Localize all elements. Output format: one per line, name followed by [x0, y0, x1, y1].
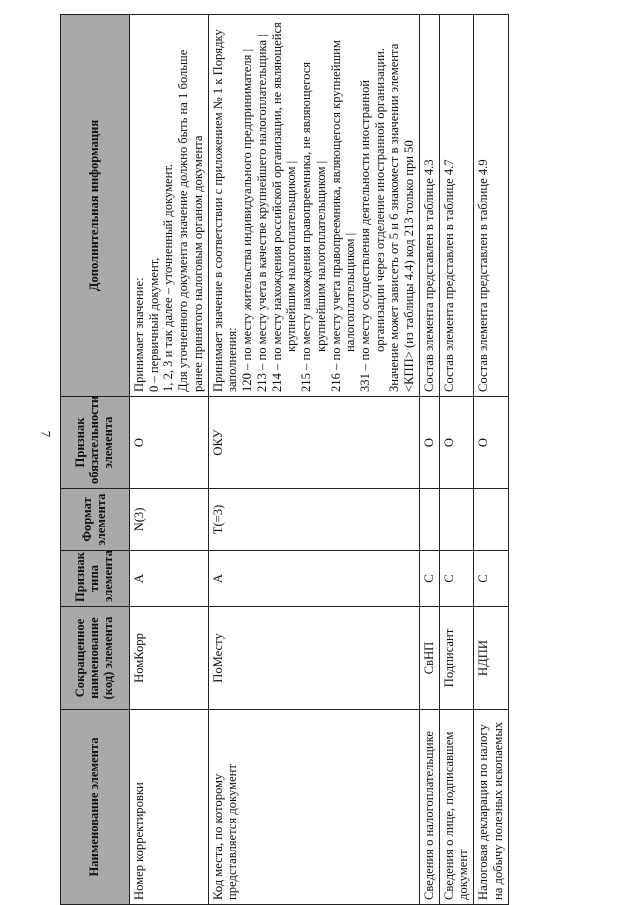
info-line: Для уточненного документа значение должно быть на 1 больше ранее принятого налоговым органом документа: [176, 49, 205, 392]
info-intro: Принимает значение в соответствии с приложением № 1 к Порядку заполнения:: [210, 29, 240, 392]
cell-format: [474, 489, 508, 551]
cell-code: НДПИ: [474, 607, 508, 710]
info-code-line: 215 – по месту нахождения правопреемника, не являющегося крупнейшим налогоплательщиком |: [299, 61, 328, 392]
cell-format: T(=3): [208, 489, 419, 551]
cell-name: Налоговая декларация по налогу на добычу полезных ископаемых: [474, 710, 508, 905]
info-code-line: 331 – по месту осуществления деятельности иностранной организации через отделение иностранной организации.: [358, 47, 387, 392]
info-line: 1, 2, 3 и так далее – уточненный документ.: [161, 163, 176, 392]
cell-type: С: [439, 551, 473, 607]
elements-table: [60, 14, 509, 905]
header-code: Сокращенное наименование (код) элемента: [61, 607, 130, 710]
table-row: [474, 15, 508, 905]
info-outro: Значение может зависеть от 5 и 6 знакомест в значении элемента <КПП> (из таблицы 4.4) код 213 только при 50: [387, 43, 417, 392]
table-row: [439, 15, 473, 905]
cell-type: А: [130, 551, 209, 607]
cell-type: С: [474, 551, 508, 607]
cell-info: Состав элемента представлен в таблице 4.7: [439, 15, 473, 397]
cell-required: О: [419, 397, 439, 489]
cell-code: Подписант: [439, 607, 473, 710]
cell-type: С: [419, 551, 439, 607]
cell-code: СвНП: [419, 607, 439, 710]
info-code-line: 214 – по месту нахождения российской организации, не являющейся крупнейшим налогоплательщиком |: [269, 22, 299, 392]
header-type: Признак типа элемента: [61, 551, 130, 607]
cell-code: НомКорр: [130, 607, 209, 710]
cell-info: Состав элемента представлен в таблице 4.9: [474, 15, 508, 397]
page-number: 7: [38, 430, 54, 438]
cell-name: Код места, по которому представляется документ: [208, 710, 419, 905]
header-required: Признак обязательности элемента: [61, 397, 130, 489]
cell-type: А: [208, 551, 419, 607]
table-row: [208, 15, 419, 905]
cell-required: О: [439, 397, 473, 489]
cell-code: ПоМесту: [208, 607, 419, 710]
cell-name: Сведения о лице, подписавшем документ: [439, 710, 473, 905]
cell-required: ОКУ: [208, 397, 419, 489]
header-format: Формат элемента: [61, 489, 130, 551]
header-info: Дополнительная информация: [61, 15, 130, 397]
table-header-row: [61, 15, 130, 905]
cell-info: [130, 15, 209, 397]
table-row: [419, 15, 439, 905]
cell-info: [208, 15, 419, 397]
info-line: Принимает значение:: [132, 277, 146, 392]
info-code-line: 120 – по месту жительства индивидуального предпринимателя |: [240, 48, 255, 392]
cell-name: Номер корректировки: [130, 710, 209, 905]
cell-format: [419, 489, 439, 551]
info-code-line: 213 – по месту учета в качестве крупнейшего налогоплательщика |: [254, 34, 269, 392]
info-code-line: 216 – по месту учета правопреемника, являющегося крупнейшим налогоплательщиком |: [328, 40, 358, 392]
cell-format: N(3): [130, 489, 209, 551]
info-line: 0 – первичный документ,: [146, 257, 161, 392]
table-row: [130, 15, 209, 905]
cell-required: О: [130, 397, 209, 489]
cell-info: Состав элемента представлен в таблице 4.3: [419, 15, 439, 397]
cell-format: [439, 489, 473, 551]
cell-required: О: [474, 397, 508, 489]
header-name: Наименование элемента: [61, 710, 130, 905]
cell-name: Сведения о налогоплательщике: [419, 710, 439, 905]
rotated-document-area: [60, 15, 615, 905]
